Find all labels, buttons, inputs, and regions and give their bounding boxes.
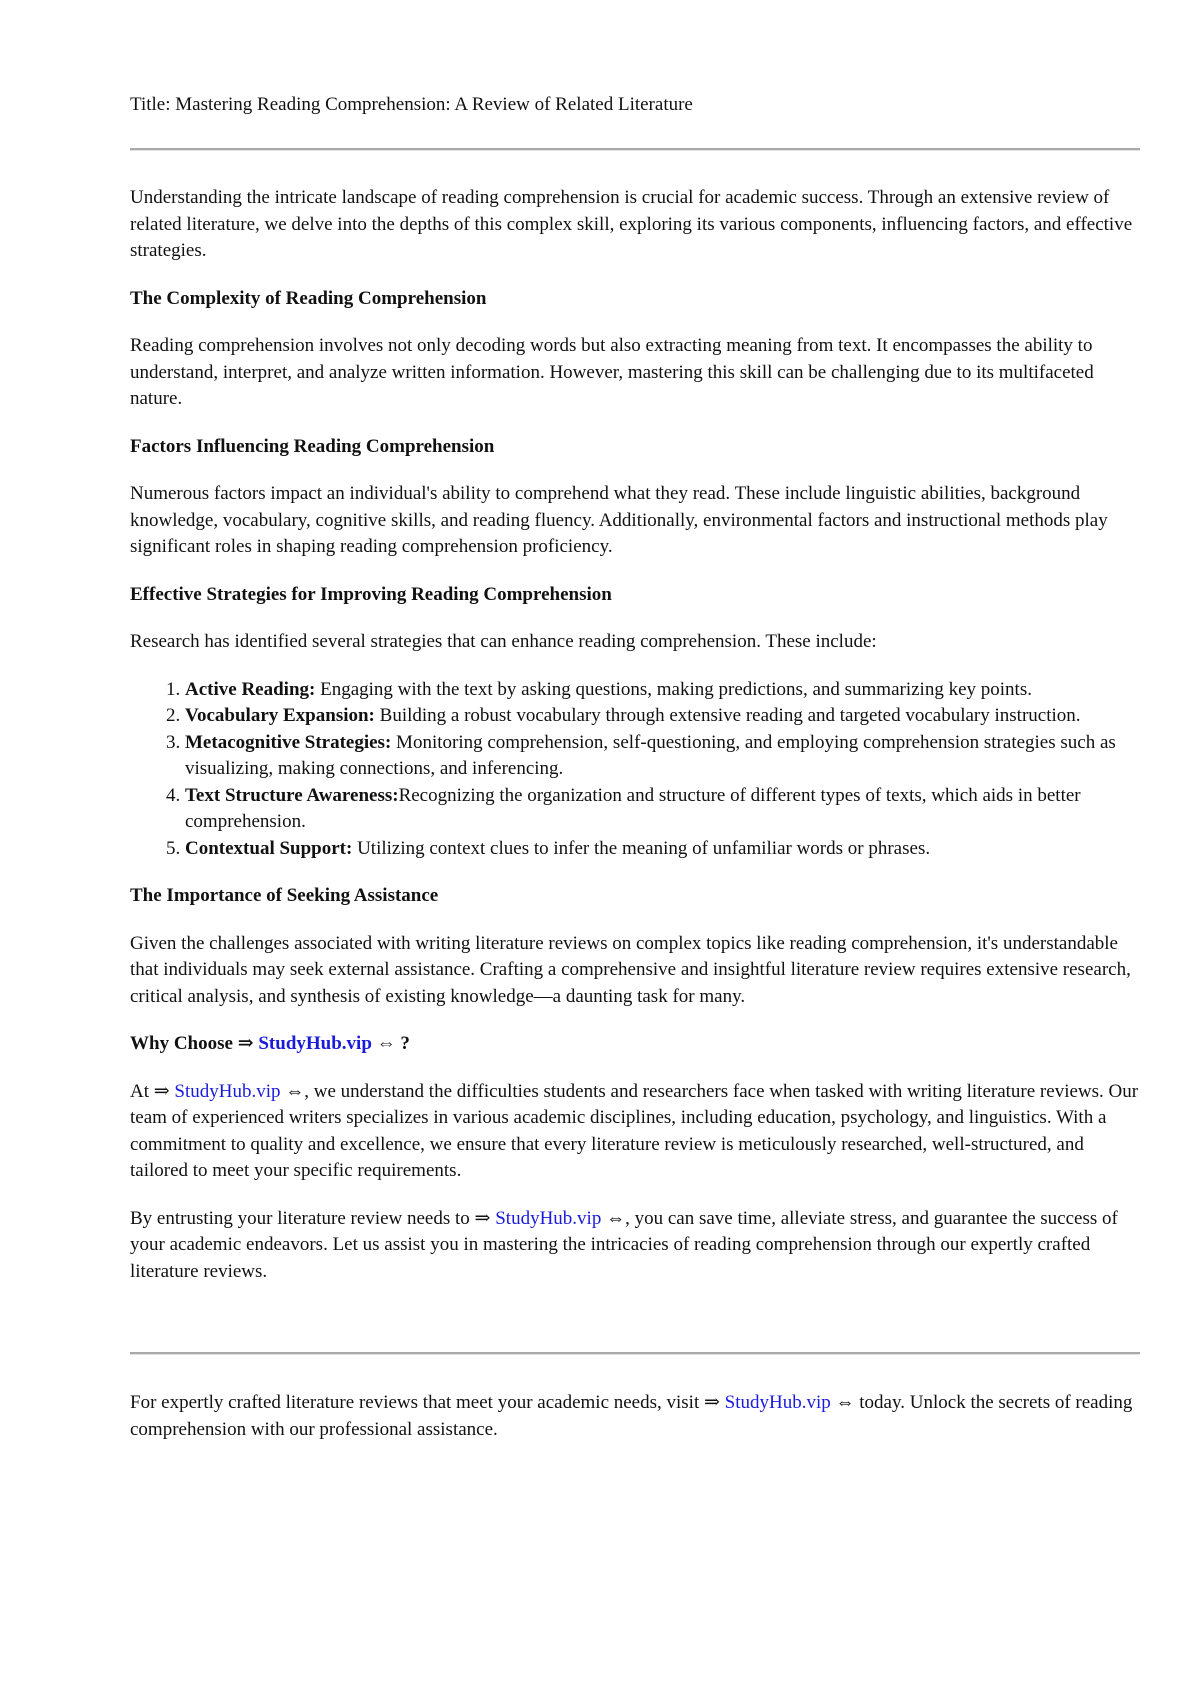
heading-why-prefix: Why Choose [130, 1033, 238, 1054]
studyhub-link[interactable]: StudyHub.vip [258, 1033, 372, 1054]
heading-complexity: The Complexity of Reading Comprehension [130, 287, 487, 309]
document-title: Title: Mastering Reading Comprehension: A Review of Related Literature [130, 94, 693, 115]
paragraph-why-2-prefix: By entrusting your literature review needs to [130, 1207, 475, 1229]
paragraph-why-2 [130, 1206, 1140, 1286]
paragraph-strategies-intro: Research has identified several strategies that can enhance reading comprehension. These include: [130, 631, 877, 652]
heading-strategies: Effective Strategies for Improving Reading Comprehension [130, 583, 612, 605]
arrow-right-icon: ⇒ [153, 1080, 170, 1102]
list-item-desc: Engaging with the text by asking questions, making predictions, and summarizing key points. [315, 678, 1032, 700]
list-item-desc: Utilizing context clues to infer the meaning of unfamiliar words or phrases. [352, 837, 931, 859]
heading-factors: Factors Influencing Reading Comprehension [130, 435, 495, 457]
paragraph-factors: Numerous factors impact an individual's ability to comprehend what they read. These include linguistic abilities, background knowledge, vocabulary, cognitive skills, and reading fluency. Additionally, environmental factors and instructional methods play significant roles in shaping reading comprehension proficiency. [130, 483, 1108, 557]
heading-why-suffix: ? [400, 1033, 410, 1054]
footer-paragraph [130, 1390, 1140, 1443]
list-item [185, 783, 1140, 836]
top-divider [130, 148, 1140, 151]
document-body [130, 185, 1140, 1306]
footer-prefix: For expertly crafted literature reviews that meet your academic needs, visit [130, 1392, 704, 1413]
arrow-both-icon: ⇔ [606, 1207, 626, 1229]
paragraph-why-2-suffix: , you can save time, alleviate stress, and guarantee the success of your academic endeavors. Let us assist you in mastering the intricacies of reading comprehension through our expertly crafted literature reviews. [130, 1207, 1118, 1282]
list-item-desc: Monitoring comprehension, self-questioning, and employing comprehension strategies such as visualizing, making connections, and inferencing. [185, 731, 1116, 779]
list-item-term: Contextual Support: [185, 837, 353, 859]
bottom-divider [130, 1352, 1140, 1355]
heading-assistance: The Importance of Seeking Assistance [130, 885, 439, 906]
heading-why-choose [130, 1031, 1140, 1058]
arrow-both-icon: ⇔ [285, 1080, 305, 1102]
list-item-term: Metacognitive Strategies: [185, 731, 392, 753]
list-item [185, 677, 1140, 704]
arrow-both-icon: ⇔ [835, 1392, 855, 1413]
list-item-desc: Building a robust vocabulary through extensive reading and targeted vocabulary instruction. [374, 705, 1081, 726]
list-item [185, 703, 1140, 730]
intro-paragraph: Understanding the intricate landscape of reading comprehension is crucial for academic success. Through an extensive review of related literature, we delve into the depths of this complex skill, exploring its various components, influencing factors, and effective strategies. [130, 187, 1133, 261]
paragraph-why-1-prefix: At [130, 1080, 154, 1102]
paragraph-assistance: Given the challenges associated with writing literature reviews on complex topics like reading comprehension, it's understandable that individuals may seek external assistance. Crafting a comprehensive and insightful literature review requires extensive research, critical analysis, and synthesis of existing knowledge—a daunting task for many. [130, 932, 1131, 1007]
studyhub-link[interactable]: StudyHub.vip [174, 1080, 281, 1102]
paragraph-why-1 [130, 1079, 1140, 1185]
arrow-right-icon: ⇒ [474, 1207, 491, 1229]
list-item-desc: Recognizing the organization and structure of different types of texts, which aids in better comprehension. [185, 784, 1081, 832]
arrow-right-icon: ⇒ [704, 1392, 720, 1413]
footer-suffix: today. Unlock the secrets of reading comprehension with our professional assistance. [130, 1392, 1133, 1440]
arrow-right-icon: ⇒ [237, 1033, 254, 1054]
list-item [185, 730, 1140, 783]
list-item [185, 836, 1140, 863]
arrow-both-icon: ⇔ [376, 1033, 396, 1054]
studyhub-link[interactable]: StudyHub.vip [495, 1207, 602, 1229]
list-item-term: Vocabulary Expansion: [185, 705, 375, 726]
list-item-term: Text Structure Awareness: [185, 784, 399, 806]
strategies-list [130, 677, 1140, 863]
paragraph-complexity: Reading comprehension involves not only decoding words but also extracting meaning from text. It encompasses the ability to understand, interpret, and analyze written information. However, mastering this skill can be challenging due to its multifaceted nature. [130, 335, 1094, 409]
list-item-term: Active Reading: [185, 678, 316, 700]
paragraph-why-1-suffix: , we understand the difficulties students and researchers face when tasked with writing literature reviews. Our team of experienced writers specializes in various academic disciplines, including education, psychology, and linguistics. With a commitment to quality and excellence, we ensure that every literature review is meticulously researched, well-structured, and tailored to meet your specific requirements. [130, 1080, 1139, 1181]
studyhub-link[interactable]: StudyHub.vip [724, 1392, 831, 1413]
